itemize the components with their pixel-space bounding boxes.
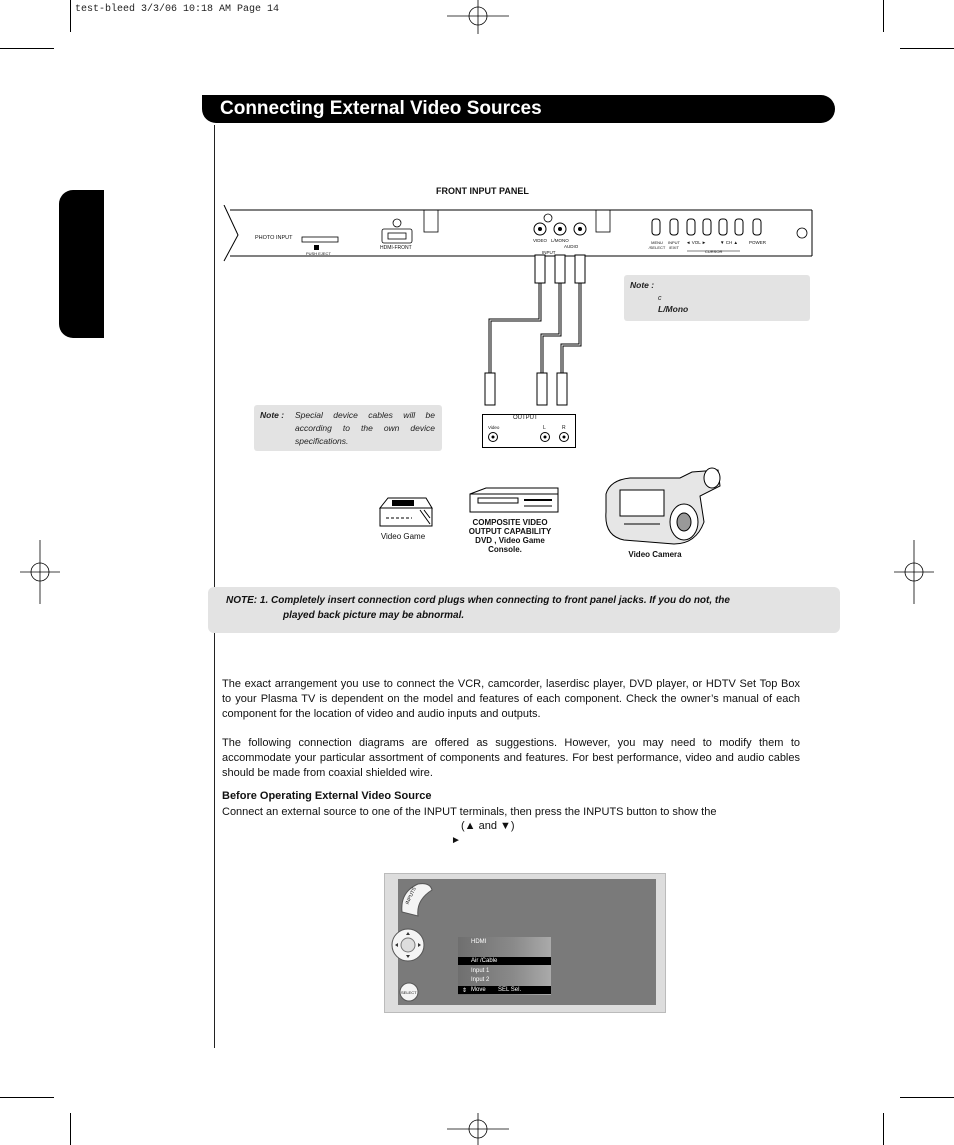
- composite-caption-1: COMPOSITE VIDEO: [472, 518, 548, 527]
- print-slug: test-bleed 3/3/06 10:18 AM Page 14: [75, 4, 280, 15]
- crop-mark: [70, 1113, 71, 1145]
- output-panel: [482, 414, 576, 448]
- ch-label: ▼ CH ▲: [720, 240, 738, 245]
- photo-input-label: PHOTO INPUT: [255, 235, 293, 241]
- crop-mark: [0, 48, 54, 49]
- crop-mark: [883, 1113, 884, 1145]
- input-menu: [458, 937, 551, 995]
- crop-mark: [900, 1097, 954, 1098]
- before-text-1: Connect an external source to one of the INPUT terminals, then press the INPUTS button to show the: [222, 806, 717, 818]
- av-cables: [480, 245, 590, 415]
- menu-item-input-1[interactable]: Input 1: [471, 968, 490, 974]
- hdmi-front-label: HDMI-FRONT: [380, 245, 412, 251]
- output-video-label: Video: [488, 425, 500, 430]
- menu-item-air-cable[interactable]: Air /Cable: [471, 958, 498, 964]
- video-jack-label: VIDEO: [533, 238, 548, 243]
- composite-caption-3: DVD , Video Game: [475, 536, 545, 545]
- video-game-caption: Video Game: [380, 532, 426, 541]
- side-tab: [59, 190, 104, 338]
- inputs-button-label: INPUTS: [404, 886, 418, 906]
- crop-mark: [883, 0, 884, 32]
- dvd-player-icon: [468, 486, 562, 516]
- note-left: [254, 405, 442, 451]
- vol-label: ◄ VOL ►: [686, 240, 707, 245]
- cursor-label: CURSOR: [705, 249, 723, 254]
- registration-mark: [447, 0, 509, 34]
- registration-mark: [894, 540, 934, 604]
- note-right-label: Note :: [630, 280, 655, 290]
- output-l-label: L: [543, 425, 546, 431]
- input-label: INPUT: [542, 250, 556, 255]
- note-right-line2: L/Mono: [658, 304, 689, 314]
- footer-sel: SEL Sel.: [498, 987, 522, 993]
- power-label: POWER: [749, 240, 767, 245]
- updown-icon: ⇕: [462, 988, 468, 994]
- note-left-text: Special device cables will be according to the own device specifications.: [295, 410, 435, 446]
- page-title: Connecting External Video Sources: [220, 98, 542, 119]
- crop-mark: [900, 48, 954, 49]
- crop-mark: [70, 0, 71, 32]
- registration-mark: [447, 1113, 509, 1145]
- input-exit-label: INPUT /EXIT: [668, 240, 680, 250]
- front-panel-label: FRONT INPUT PANEL: [436, 186, 529, 196]
- section-heading: Before Operating External Video Source: [222, 790, 432, 802]
- output-label: OUTPUT: [513, 415, 538, 421]
- menu-select-label: MENU /SELECT: [648, 240, 666, 250]
- video-camera-icon: [600, 466, 724, 548]
- before-text-3: ►: [451, 835, 461, 846]
- output-r-label: R: [562, 425, 566, 431]
- note-right: [624, 275, 810, 321]
- footer-move: Move: [471, 987, 486, 993]
- video-game-icon: [376, 496, 434, 528]
- registration-mark: [20, 540, 60, 604]
- warning-line-1: NOTE: 1. Completely insert connection cord plugs when connecting to front panel jacks. If you do not, the: [226, 595, 730, 606]
- video-camera-caption: Video Camera: [628, 550, 682, 559]
- select-button-label: SELECT: [401, 990, 417, 995]
- warning-line-2: played back picture may be abnormal.: [283, 610, 465, 621]
- menu-item-hdmi[interactable]: HDMI: [471, 939, 487, 945]
- menu-item-input-2[interactable]: Input 2: [471, 977, 490, 983]
- paragraph-2: The following connection diagrams are offered as suggestions. However, you may need to modify them to accommodate your particular assortment of components and features. For best performance, video and audio cables should be made from coaxial shielded wire.: [222, 737, 800, 779]
- l-mono-jack-label: L/MONO: [551, 238, 569, 243]
- warning-box: [208, 587, 840, 633]
- title-bar: [202, 95, 835, 123]
- note-right-line1: c: [658, 295, 662, 302]
- before-text-2: (▲ and ▼): [461, 820, 515, 832]
- composite-caption-2: OUTPUT CAPABILITY: [468, 527, 552, 536]
- composite-caption-4: Console.: [488, 545, 522, 554]
- push-eject-label: PUSH EJECT: [306, 251, 331, 256]
- note-left-label: Note :: [260, 410, 285, 420]
- audio-label: AUDIO: [564, 244, 579, 249]
- crop-mark: [0, 1097, 54, 1098]
- paragraph-1: The exact arrangement you use to connect the VCR, camcorder, laserdisc player, DVD player, or HDTV Set Top Box to your Plasma TV is dependent on the model and features of each component. Check the owner’s manual of each component for the location of video and audio inputs and outputs.: [222, 678, 800, 720]
